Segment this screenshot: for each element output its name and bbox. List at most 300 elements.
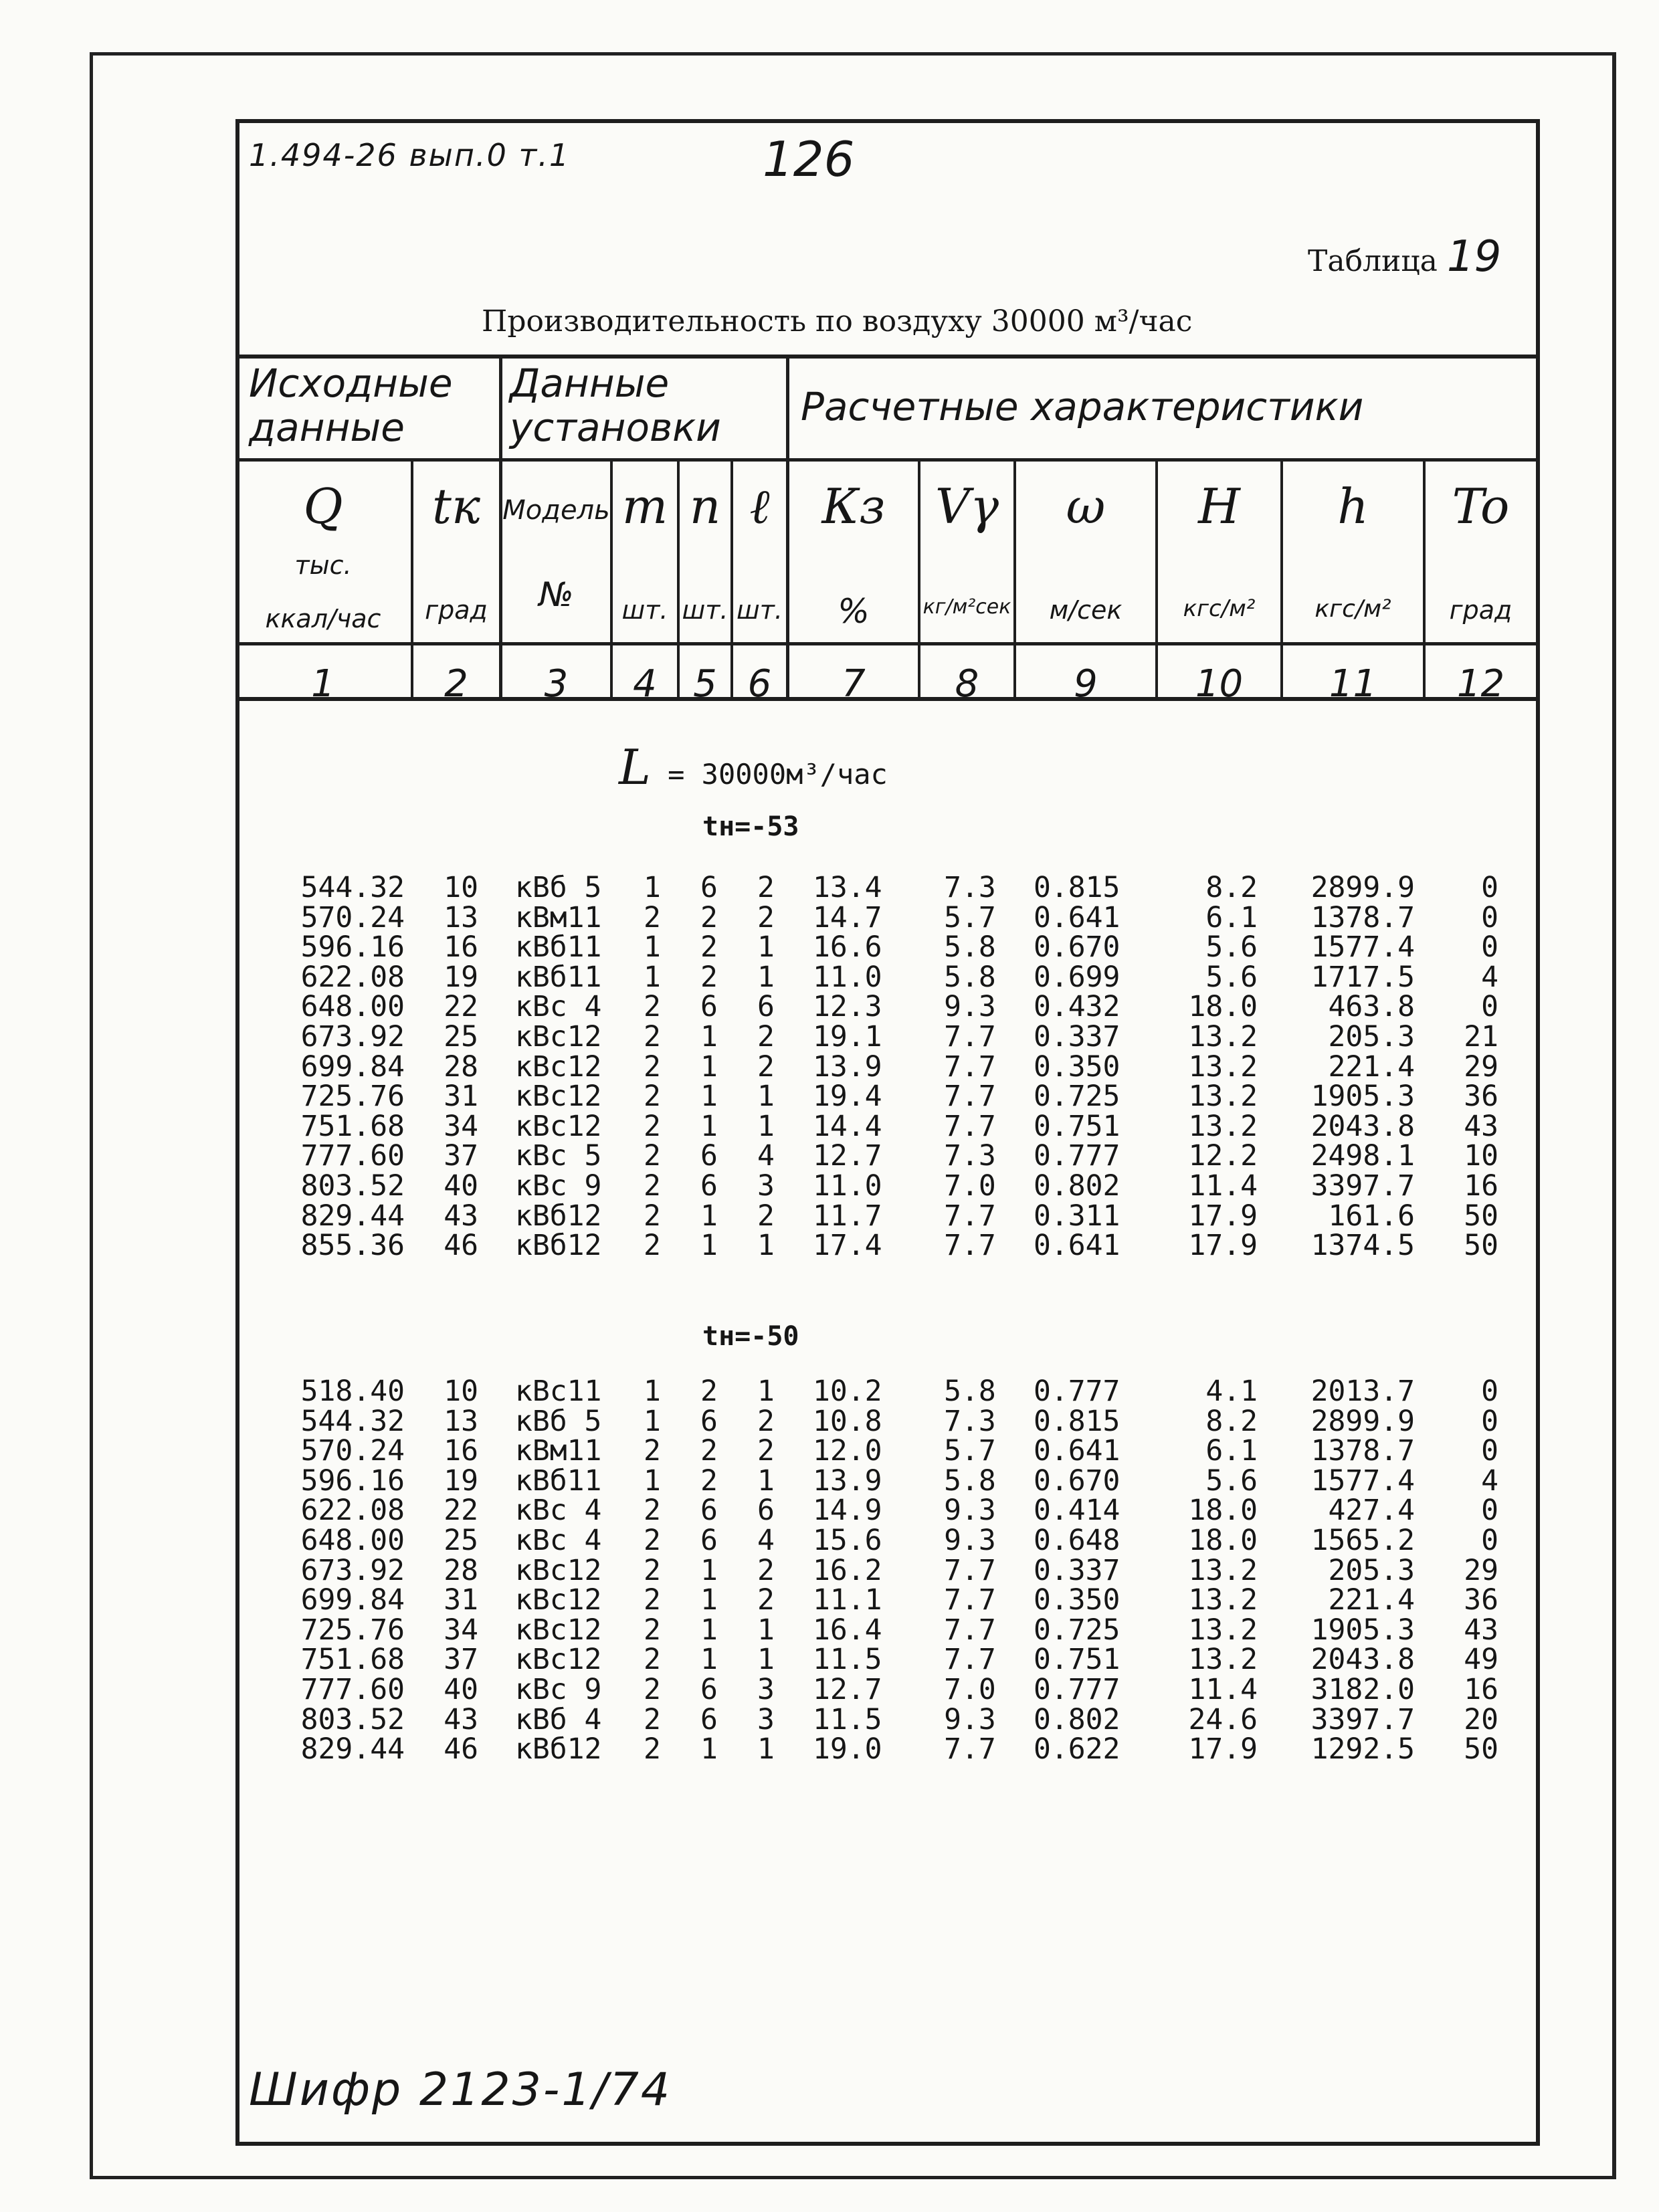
cell-n: 2 <box>700 1375 718 1408</box>
cell-h-lower: 463.8 <box>1328 990 1415 1024</box>
group-source-data: Исходные данные <box>249 361 453 450</box>
cell-m: 2 <box>644 1229 661 1263</box>
cell-model: кВб 5 <box>515 871 602 904</box>
table-row <box>0 1171 1659 1201</box>
cell-vg: 7.7 <box>944 1109 996 1143</box>
cell-model: кВб12 <box>515 1229 602 1263</box>
cell-to: 20 <box>1464 1702 1498 1736</box>
cell-model: кВс 4 <box>515 1524 602 1557</box>
cell-kz: 13.4 <box>813 871 882 904</box>
cell-to: 0 <box>1481 990 1498 1024</box>
table-row <box>0 1080 1659 1114</box>
cell-m: 2 <box>644 1080 661 1114</box>
cell-h-lower: 221.4 <box>1328 1583 1415 1617</box>
cell-h-lower: 1717.5 <box>1310 960 1415 994</box>
cell-h-upper: 12.2 <box>1188 1139 1258 1173</box>
col-number: 5 <box>693 662 717 706</box>
cell-q: 725.76 <box>300 1080 405 1114</box>
cell-h-upper: 13.2 <box>1188 1049 1258 1084</box>
cell-m: 1 <box>644 1464 661 1498</box>
col-unit-omega: м/сек <box>1049 595 1123 625</box>
cell-m: 2 <box>644 1643 661 1677</box>
cell-kz: 19.4 <box>813 1080 882 1114</box>
cell-n: 1 <box>700 1109 718 1143</box>
cell-l: 2 <box>757 1020 775 1053</box>
cell-h-lower: 3397.7 <box>1310 1169 1415 1203</box>
col-number: 9 <box>1074 662 1098 706</box>
cell-tk: 34 <box>444 1613 478 1647</box>
cell-vg: 7.7 <box>944 1732 996 1767</box>
cell-q: 596.16 <box>300 930 405 965</box>
table-row <box>0 1436 1659 1466</box>
cell-h-upper: 13.2 <box>1188 1613 1258 1647</box>
cell-kz: 19.1 <box>813 1020 882 1053</box>
cell-h-upper: 18.0 <box>1188 1524 1258 1557</box>
cell-to: 0 <box>1481 1494 1498 1528</box>
cell-h-upper: 5.6 <box>1205 960 1258 994</box>
cell-l: 2 <box>757 1199 775 1233</box>
table-row <box>0 990 1659 1024</box>
col-unit-to: град <box>1449 595 1512 625</box>
cell-to: 43 <box>1464 1109 1498 1143</box>
cell-h-upper: 6.1 <box>1205 1434 1258 1468</box>
cell-l: 1 <box>757 960 775 994</box>
cell-kz: 10.8 <box>813 1404 882 1438</box>
cell-n: 6 <box>700 1494 718 1528</box>
col-number: 10 <box>1195 662 1244 706</box>
cell-tk: 28 <box>444 1553 478 1587</box>
cell-vg: 7.7 <box>944 1583 996 1617</box>
col-number: 1 <box>311 662 335 706</box>
col-number: 7 <box>842 662 866 706</box>
cell-model: кВб11 <box>515 1464 602 1498</box>
cell-vg: 9.3 <box>944 990 996 1024</box>
cell-n: 1 <box>700 1583 718 1617</box>
cell-h-lower: 2013.7 <box>1310 1375 1415 1408</box>
cell-omega: 0.751 <box>1034 1643 1120 1677</box>
table-row <box>0 1201 1659 1231</box>
col-number: 12 <box>1456 662 1505 706</box>
cell-tk: 13 <box>444 900 478 934</box>
col-number: 11 <box>1329 662 1377 706</box>
cell-tk: 40 <box>444 1169 478 1203</box>
cell-q: 829.44 <box>300 1199 405 1233</box>
cell-l: 1 <box>757 1109 775 1143</box>
header-rule-groups <box>235 458 1540 462</box>
cell-l: 1 <box>757 1732 775 1767</box>
cell-h-upper: 18.0 <box>1188 1494 1258 1528</box>
cell-h-lower: 2043.8 <box>1310 1643 1415 1677</box>
cell-to: 50 <box>1464 1229 1498 1263</box>
cell-h-lower: 1374.5 <box>1310 1229 1415 1263</box>
cell-vg: 5.8 <box>944 1464 996 1498</box>
cell-l: 1 <box>757 1643 775 1677</box>
cell-omega: 0.350 <box>1034 1583 1120 1617</box>
cell-model: кВм11 <box>515 900 602 934</box>
cell-model: кВс12 <box>515 1049 602 1084</box>
cell-l: 1 <box>757 1464 775 1498</box>
cell-q: 518.40 <box>300 1375 405 1408</box>
cell-model: кВб 5 <box>515 1404 602 1438</box>
cell-kz: 11.5 <box>813 1643 882 1677</box>
table-row <box>0 1675 1659 1704</box>
cell-l: 1 <box>757 1080 775 1114</box>
cell-n: 6 <box>700 871 718 904</box>
cell-m: 2 <box>644 1049 661 1084</box>
cell-h-upper: 13.2 <box>1188 1109 1258 1143</box>
cell-q: 570.24 <box>300 1434 405 1468</box>
cell-kz: 14.4 <box>813 1109 882 1143</box>
cell-tk: 22 <box>444 1494 478 1528</box>
cell-m: 2 <box>644 1553 661 1587</box>
cell-omega: 0.725 <box>1034 1080 1120 1114</box>
cell-model: кВс12 <box>515 1613 602 1647</box>
cell-q: 648.00 <box>300 1524 405 1557</box>
cell-vg: 7.3 <box>944 1139 996 1173</box>
cell-q: 803.52 <box>300 1702 405 1736</box>
col-symbol-to: To <box>1452 478 1510 534</box>
cell-kz: 12.7 <box>813 1673 882 1706</box>
cell-vg: 9.3 <box>944 1494 996 1528</box>
cell-model: кВс 4 <box>515 1494 602 1528</box>
cell-to: 36 <box>1464 1080 1498 1114</box>
cell-vg: 5.7 <box>944 1434 996 1468</box>
cell-h-upper: 13.2 <box>1188 1080 1258 1114</box>
page-number: 126 <box>763 131 855 187</box>
cell-to: 0 <box>1481 1375 1498 1408</box>
cell-to: 50 <box>1464 1199 1498 1233</box>
cell-n: 2 <box>700 900 718 934</box>
cell-omega: 0.414 <box>1034 1494 1120 1528</box>
cell-q: 570.24 <box>300 900 405 934</box>
cell-model: кВс 9 <box>515 1673 602 1706</box>
cell-vg: 7.7 <box>944 1643 996 1677</box>
cell-h-lower: 1577.4 <box>1310 1464 1415 1498</box>
cell-l: 1 <box>757 930 775 965</box>
flow-symbol: L <box>619 739 651 795</box>
cell-kz: 10.2 <box>813 1375 882 1408</box>
cell-omega: 0.670 <box>1034 1464 1120 1498</box>
table-title: Производительность по воздуху 30000 м³/час <box>482 304 1193 338</box>
cell-q: 751.68 <box>300 1643 405 1677</box>
table-row <box>0 1022 1659 1051</box>
cell-h-lower: 1378.7 <box>1310 1434 1415 1468</box>
cell-omega: 0.815 <box>1034 871 1120 904</box>
cell-vg: 5.8 <box>944 1375 996 1408</box>
cell-h-lower: 1565.2 <box>1310 1524 1415 1557</box>
cell-l: 3 <box>757 1702 775 1736</box>
cell-vg: 9.3 <box>944 1524 996 1557</box>
cell-tk: 22 <box>444 990 478 1024</box>
cell-q: 777.60 <box>300 1673 405 1706</box>
cell-model: кВс12 <box>515 1020 602 1053</box>
cell-m: 1 <box>644 930 661 965</box>
cell-to: 4 <box>1481 960 1498 994</box>
cell-m: 1 <box>644 1375 661 1408</box>
cell-kz: 14.7 <box>813 900 882 934</box>
cell-kz: 16.6 <box>813 930 882 965</box>
cell-h-upper: 17.9 <box>1188 1199 1258 1233</box>
cell-n: 1 <box>700 1020 718 1053</box>
cell-tk: 16 <box>444 930 478 965</box>
cell-h-lower: 3397.7 <box>1310 1702 1415 1736</box>
cell-q: 622.08 <box>300 1494 405 1528</box>
cell-model: кВм11 <box>515 1434 602 1468</box>
cell-m: 2 <box>644 900 661 934</box>
col-symbol-tk: tк <box>432 478 480 534</box>
cell-l: 1 <box>757 1375 775 1408</box>
cell-h-upper: 13.2 <box>1188 1553 1258 1587</box>
cell-model: кВс 4 <box>515 990 602 1024</box>
cell-kz: 14.9 <box>813 1494 882 1528</box>
cell-tk: 43 <box>444 1702 478 1736</box>
cell-n: 1 <box>700 1199 718 1233</box>
cell-tk: 31 <box>444 1583 478 1617</box>
table-header <box>235 355 1540 704</box>
cell-omega: 0.641 <box>1034 1434 1120 1468</box>
cell-m: 2 <box>644 1139 661 1173</box>
cell-m: 2 <box>644 1109 661 1143</box>
cell-model: кВс12 <box>515 1109 602 1143</box>
table-row <box>0 900 1659 934</box>
table-row <box>0 1585 1659 1615</box>
cell-h-lower: 427.4 <box>1328 1494 1415 1528</box>
cell-model: кВс12 <box>515 1553 602 1587</box>
cell-to: 36 <box>1464 1583 1498 1617</box>
cell-kz: 12.7 <box>813 1139 882 1173</box>
cell-vg: 5.8 <box>944 930 996 965</box>
cell-h-lower: 1292.5 <box>1310 1732 1415 1767</box>
cell-q: 544.32 <box>300 1404 405 1438</box>
cell-q: 829.44 <box>300 1732 405 1767</box>
cell-m: 2 <box>644 1673 661 1706</box>
cell-tk: 46 <box>444 1229 478 1263</box>
cell-omega: 0.648 <box>1034 1524 1120 1557</box>
cell-vg: 7.7 <box>944 1613 996 1647</box>
col-symbol-m: m <box>621 478 668 534</box>
table-row <box>0 1466 1659 1496</box>
cell-h-lower: 3182.0 <box>1310 1673 1415 1706</box>
section-label-53: tн=-53 <box>702 811 799 842</box>
table-row <box>0 1404 1659 1438</box>
cell-h-upper: 17.9 <box>1188 1229 1258 1263</box>
cell-tk: 43 <box>444 1199 478 1233</box>
cell-kz: 17.4 <box>813 1229 882 1263</box>
cell-to: 21 <box>1464 1020 1498 1053</box>
cell-h-upper: 13.2 <box>1188 1020 1258 1053</box>
cell-to: 29 <box>1464 1049 1498 1084</box>
cell-h-lower: 2899.9 <box>1310 871 1415 904</box>
cell-vg: 7.7 <box>944 1199 996 1233</box>
group-install-data: Данные установки <box>510 361 721 450</box>
cell-n: 6 <box>700 1169 718 1203</box>
cell-tk: 10 <box>444 871 478 904</box>
cell-model: кВс11 <box>515 1375 602 1408</box>
cell-m: 2 <box>644 1613 661 1647</box>
col-unit-model: № <box>539 575 574 614</box>
cell-tk: 13 <box>444 1404 478 1438</box>
cell-n: 2 <box>700 1464 718 1498</box>
cell-to: 0 <box>1481 871 1498 904</box>
cell-kz: 11.7 <box>813 1199 882 1233</box>
cell-m: 2 <box>644 1434 661 1468</box>
col-unit-h-lower: кгс/м² <box>1314 595 1391 623</box>
table-row <box>0 1229 1659 1263</box>
cell-model: кВб12 <box>515 1732 602 1767</box>
cell-q: 596.16 <box>300 1464 405 1498</box>
cell-model: кВс 9 <box>515 1169 602 1203</box>
cell-model: кВс12 <box>515 1583 602 1617</box>
cell-tk: 46 <box>444 1732 478 1767</box>
cell-n: 6 <box>700 1139 718 1173</box>
cell-tk: 34 <box>444 1109 478 1143</box>
cell-vg: 5.8 <box>944 960 996 994</box>
cell-omega: 0.337 <box>1034 1553 1120 1587</box>
cell-omega: 0.622 <box>1034 1732 1120 1767</box>
col-symbol-vg: Vγ <box>935 478 999 534</box>
cell-n: 2 <box>700 1434 718 1468</box>
table-row <box>0 1643 1659 1677</box>
cell-m: 2 <box>644 990 661 1024</box>
cell-omega: 0.725 <box>1034 1613 1120 1647</box>
col-unit-vg: кг/м²сек <box>922 595 1011 619</box>
cell-l: 4 <box>757 1139 775 1173</box>
cell-q: 622.08 <box>300 960 405 994</box>
cell-n: 2 <box>700 960 718 994</box>
cell-n: 1 <box>700 1049 718 1084</box>
cell-l: 2 <box>757 1049 775 1084</box>
cell-vg: 7.7 <box>944 1229 996 1263</box>
cell-omega: 0.777 <box>1034 1673 1120 1706</box>
cell-l: 3 <box>757 1169 775 1203</box>
cell-to: 0 <box>1481 1524 1498 1557</box>
cell-omega: 0.337 <box>1034 1020 1120 1053</box>
cell-q: 699.84 <box>300 1583 405 1617</box>
table-row <box>0 1702 1659 1736</box>
cipher-footer: Шифр 2123-1/74 <box>249 2064 672 2116</box>
cell-vg: 7.7 <box>944 1049 996 1084</box>
cell-h-upper: 13.2 <box>1188 1643 1258 1677</box>
cell-n: 6 <box>700 1702 718 1736</box>
cell-n: 1 <box>700 1613 718 1647</box>
cell-to: 0 <box>1481 1434 1498 1468</box>
cell-tk: 10 <box>444 1375 478 1408</box>
cell-tk: 25 <box>444 1020 478 1053</box>
cell-h-upper: 18.0 <box>1188 990 1258 1024</box>
cell-q: 855.36 <box>300 1229 405 1263</box>
cell-vg: 7.7 <box>944 1020 996 1053</box>
table-label: Таблица <box>1308 244 1438 278</box>
cell-n: 2 <box>700 930 718 965</box>
table-row <box>0 1049 1659 1084</box>
cell-vg: 7.7 <box>944 1553 996 1587</box>
cell-omega: 0.802 <box>1034 1702 1120 1736</box>
cell-h-lower: 2498.1 <box>1310 1139 1415 1173</box>
cell-h-upper: 11.4 <box>1188 1169 1258 1203</box>
header-rule-units <box>235 642 1540 645</box>
cell-model: кВс 5 <box>515 1139 602 1173</box>
cell-model: кВб 4 <box>515 1702 602 1736</box>
cell-m: 1 <box>644 960 661 994</box>
document-stamp: 1.494-26 вып.0 т.1 <box>249 137 571 173</box>
cell-omega: 0.777 <box>1034 1375 1120 1408</box>
cell-n: 1 <box>700 1732 718 1767</box>
cell-n: 6 <box>700 1673 718 1706</box>
cell-h-lower: 221.4 <box>1328 1049 1415 1084</box>
cell-tk: 19 <box>444 960 478 994</box>
cell-omega: 0.802 <box>1034 1169 1120 1203</box>
cell-tk: 40 <box>444 1673 478 1706</box>
cell-kz: 11.0 <box>813 960 882 994</box>
cell-kz: 12.0 <box>813 1434 882 1468</box>
cell-l: 2 <box>757 1434 775 1468</box>
cell-h-lower: 2043.8 <box>1310 1109 1415 1143</box>
table-row <box>0 930 1659 965</box>
cell-m: 2 <box>644 1199 661 1233</box>
table-row <box>0 1553 1659 1587</box>
cell-to: 29 <box>1464 1553 1498 1587</box>
cell-q: 751.68 <box>300 1109 405 1143</box>
cell-tk: 16 <box>444 1434 478 1468</box>
col-unit-h-upper: кгс/м² <box>1183 595 1256 622</box>
cell-kz: 19.0 <box>813 1732 882 1767</box>
cell-h-lower: 205.3 <box>1328 1553 1415 1587</box>
cell-m: 2 <box>644 1732 661 1767</box>
col-unit-tk: град <box>425 595 488 625</box>
cell-h-upper: 17.9 <box>1188 1732 1258 1767</box>
cell-h-upper: 8.2 <box>1205 1404 1258 1438</box>
cell-to: 4 <box>1481 1464 1498 1498</box>
cell-n: 1 <box>700 1553 718 1587</box>
cell-to: 50 <box>1464 1732 1498 1767</box>
cell-model: кВб11 <box>515 930 602 965</box>
cell-h-upper: 6.1 <box>1205 900 1258 934</box>
cell-to: 0 <box>1481 1404 1498 1438</box>
cell-kz: 12.3 <box>813 990 882 1024</box>
cell-vg: 7.0 <box>944 1169 996 1203</box>
cell-l: 2 <box>757 1404 775 1438</box>
col-symbol-q: Q <box>303 478 343 534</box>
cell-q: 777.60 <box>300 1139 405 1173</box>
cell-to: 49 <box>1464 1643 1498 1677</box>
table-caption <box>1308 232 1501 282</box>
cell-h-lower: 1905.3 <box>1310 1080 1415 1114</box>
cell-kz: 16.4 <box>813 1613 882 1647</box>
cell-omega: 0.815 <box>1034 1404 1120 1438</box>
cell-n: 1 <box>700 1229 718 1263</box>
cell-to: 10 <box>1464 1139 1498 1173</box>
cell-omega: 0.751 <box>1034 1109 1120 1143</box>
cell-omega: 0.641 <box>1034 900 1120 934</box>
cell-l: 3 <box>757 1673 775 1706</box>
group-calc-characteristics: Расчетные характеристики <box>801 384 1364 429</box>
table-row <box>0 1109 1659 1143</box>
table-row <box>0 873 1659 902</box>
table-row <box>0 1141 1659 1171</box>
cell-to: 43 <box>1464 1613 1498 1647</box>
cell-omega: 0.641 <box>1034 1229 1120 1263</box>
cell-m: 1 <box>644 1404 661 1438</box>
table-row <box>0 960 1659 994</box>
cell-l: 6 <box>757 1494 775 1528</box>
flow-value: = 30000м³/час <box>668 758 888 791</box>
cell-n: 6 <box>700 990 718 1024</box>
cell-to: 16 <box>1464 1169 1498 1203</box>
table-row <box>0 1494 1659 1528</box>
table-row <box>0 1615 1659 1645</box>
cell-tk: 25 <box>444 1524 478 1557</box>
cell-kz: 13.9 <box>813 1464 882 1498</box>
